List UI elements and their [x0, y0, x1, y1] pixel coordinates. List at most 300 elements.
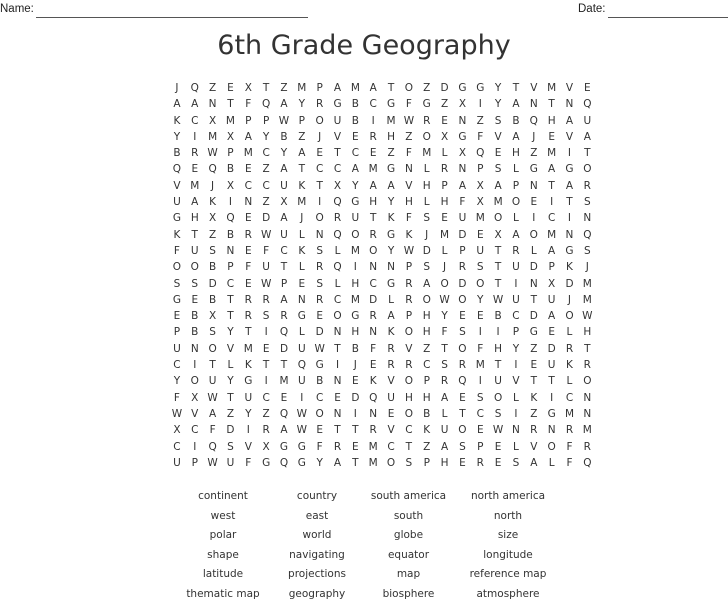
- grid-letter[interactable]: X: [226, 179, 235, 192]
- grid-letter[interactable]: S: [494, 163, 502, 176]
- grid-letter[interactable]: C: [262, 391, 270, 404]
- grid-letter[interactable]: N: [208, 98, 217, 111]
- grid-letter[interactable]: T: [227, 98, 234, 111]
- grid-letter[interactable]: Q: [279, 326, 289, 339]
- grid-letter[interactable]: C: [173, 359, 181, 372]
- grid-letter[interactable]: T: [245, 326, 252, 339]
- grid-letter[interactable]: C: [280, 244, 288, 257]
- grid-letter[interactable]: D: [315, 326, 324, 339]
- grid-letter[interactable]: N: [458, 114, 467, 127]
- grid-letter[interactable]: T: [352, 456, 359, 469]
- grid-letter[interactable]: N: [512, 424, 520, 437]
- grid-letter[interactable]: W: [492, 424, 504, 437]
- grid-letter[interactable]: U: [512, 293, 520, 306]
- grid-letter[interactable]: K: [369, 375, 377, 388]
- grid-letter[interactable]: S: [583, 244, 591, 257]
- grid-letter[interactable]: S: [476, 391, 484, 404]
- grid-letter[interactable]: T: [369, 212, 377, 225]
- grid-letter[interactable]: X: [280, 196, 288, 209]
- grid-letter[interactable]: S: [476, 261, 484, 274]
- grid-letter[interactable]: S: [316, 244, 323, 257]
- grid-letter[interactable]: M: [208, 130, 218, 143]
- grid-letter[interactable]: E: [352, 440, 359, 453]
- grid-letter[interactable]: T: [566, 196, 573, 209]
- grid-letter[interactable]: E: [173, 310, 181, 323]
- grid-letter[interactable]: R: [476, 456, 484, 469]
- grid-letter[interactable]: H: [422, 179, 431, 192]
- grid-letter[interactable]: V: [191, 407, 199, 420]
- grid-letter[interactable]: V: [494, 130, 502, 143]
- grid-letter[interactable]: H: [351, 277, 360, 290]
- grid-letter[interactable]: N: [529, 179, 538, 192]
- grid-letter[interactable]: T: [512, 82, 520, 94]
- grid-letter[interactable]: A: [298, 147, 306, 160]
- grid-letter[interactable]: A: [548, 310, 556, 323]
- grid-letter[interactable]: G: [458, 82, 467, 94]
- grid-letter[interactable]: I: [335, 359, 340, 372]
- grid-letter[interactable]: P: [191, 456, 198, 469]
- grid-letter[interactable]: K: [298, 179, 306, 192]
- grid-letter[interactable]: P: [262, 114, 270, 127]
- grid-letter[interactable]: W: [582, 310, 593, 323]
- grid-letter[interactable]: X: [458, 147, 467, 160]
- grid-letter[interactable]: P: [459, 244, 466, 257]
- grid-letter[interactable]: E: [548, 326, 555, 339]
- grid-letter[interactable]: W: [278, 114, 290, 127]
- grid-letter[interactable]: A: [280, 424, 288, 437]
- grid-letter[interactable]: U: [280, 228, 288, 241]
- grid-letter[interactable]: G: [279, 440, 289, 453]
- grid-letter[interactable]: L: [334, 244, 341, 257]
- grid-letter[interactable]: U: [190, 244, 199, 257]
- grid-letter[interactable]: R: [316, 261, 324, 274]
- grid-letter[interactable]: T: [262, 82, 270, 94]
- grid-letter[interactable]: U: [547, 293, 556, 306]
- grid-letter[interactable]: K: [405, 228, 413, 241]
- grid-letter[interactable]: O: [351, 228, 360, 241]
- grid-letter[interactable]: B: [173, 147, 181, 160]
- grid-letter[interactable]: G: [351, 310, 360, 323]
- grid-letter[interactable]: J: [211, 179, 215, 192]
- grid-letter[interactable]: A: [369, 179, 377, 192]
- grid-letter[interactable]: D: [226, 424, 235, 437]
- grid-letter[interactable]: E: [459, 456, 466, 469]
- grid-letter[interactable]: E: [316, 147, 323, 160]
- grid-letter[interactable]: H: [494, 342, 503, 355]
- grid-letter[interactable]: T: [494, 277, 502, 290]
- grid-letter[interactable]: G: [386, 98, 396, 111]
- grid-letter[interactable]: G: [172, 293, 181, 306]
- grid-letter[interactable]: E: [459, 310, 466, 323]
- grid-letter[interactable]: W: [296, 407, 308, 420]
- grid-letter[interactable]: V: [565, 130, 574, 143]
- grid-letter[interactable]: A: [280, 293, 288, 306]
- grid-letter[interactable]: E: [227, 82, 234, 94]
- grid-letter[interactable]: U: [333, 114, 342, 127]
- grid-letter[interactable]: B: [512, 114, 520, 127]
- grid-letter[interactable]: M: [297, 82, 307, 94]
- grid-letter[interactable]: C: [423, 359, 431, 372]
- grid-letter[interactable]: E: [191, 293, 199, 306]
- grid-letter[interactable]: Z: [423, 82, 431, 94]
- grid-letter[interactable]: Q: [458, 375, 467, 388]
- grid-letter[interactable]: P: [405, 261, 413, 274]
- grid-letter[interactable]: P: [298, 114, 305, 127]
- grid-letter[interactable]: O: [493, 212, 503, 225]
- grid-letter[interactable]: D: [262, 212, 271, 225]
- grid-letter[interactable]: P: [512, 326, 520, 339]
- grid-letter[interactable]: U: [440, 424, 449, 437]
- grid-letter[interactable]: R: [440, 163, 449, 176]
- grid-letter[interactable]: Z: [530, 342, 538, 355]
- grid-letter[interactable]: Q: [583, 456, 592, 469]
- grid-letter[interactable]: G: [244, 375, 253, 388]
- grid-letter[interactable]: F: [209, 424, 216, 437]
- grid-letter[interactable]: X: [333, 179, 342, 192]
- grid-letter[interactable]: Z: [209, 82, 217, 94]
- grid-letter[interactable]: E: [352, 130, 359, 143]
- grid-letter[interactable]: H: [190, 212, 199, 225]
- grid-letter[interactable]: D: [458, 228, 467, 241]
- grid-letter[interactable]: K: [387, 326, 395, 339]
- grid-letter[interactable]: O: [422, 293, 431, 306]
- grid-letter[interactable]: C: [191, 424, 199, 437]
- grid-letter[interactable]: A: [333, 82, 342, 94]
- grid-letter[interactable]: F: [316, 440, 323, 453]
- grid-letter[interactable]: R: [565, 342, 574, 355]
- grid-letter[interactable]: I: [550, 196, 554, 209]
- grid-letter[interactable]: O: [583, 375, 592, 388]
- grid-letter[interactable]: H: [404, 196, 413, 209]
- grid-letter[interactable]: S: [494, 114, 502, 127]
- grid-letter[interactable]: Y: [477, 293, 484, 306]
- grid-letter[interactable]: O: [440, 277, 449, 290]
- grid-letter[interactable]: O: [583, 163, 592, 176]
- grid-letter[interactable]: P: [245, 114, 252, 127]
- grid-letter[interactable]: B: [316, 375, 324, 388]
- grid-letter[interactable]: D: [422, 244, 431, 257]
- grid-letter[interactable]: P: [405, 310, 413, 323]
- grid-letter[interactable]: I: [514, 407, 518, 420]
- grid-letter[interactable]: G: [262, 456, 271, 469]
- grid-letter[interactable]: I: [532, 212, 536, 225]
- grid-letter[interactable]: N: [315, 228, 324, 241]
- grid-letter[interactable]: I: [567, 212, 572, 225]
- grid-letter[interactable]: W: [314, 342, 325, 355]
- grid-letter[interactable]: X: [191, 391, 199, 404]
- grid-letter[interactable]: A: [280, 163, 288, 176]
- grid-letter[interactable]: E: [262, 342, 270, 355]
- grid-letter[interactable]: M: [547, 228, 557, 241]
- grid-letter[interactable]: T: [227, 310, 234, 323]
- grid-letter[interactable]: R: [440, 375, 449, 388]
- grid-letter[interactable]: R: [262, 293, 270, 306]
- grid-letter[interactable]: T: [352, 424, 359, 437]
- grid-letter[interactable]: L: [513, 391, 519, 404]
- grid-letter[interactable]: R: [565, 424, 574, 437]
- grid-letter[interactable]: Q: [476, 147, 485, 160]
- grid-letter[interactable]: A: [209, 407, 217, 420]
- grid-letter[interactable]: E: [387, 407, 395, 420]
- grid-letter[interactable]: G: [476, 82, 485, 94]
- grid-letter[interactable]: A: [387, 310, 395, 323]
- grid-letter[interactable]: E: [530, 359, 538, 372]
- grid-letter[interactable]: N: [333, 407, 342, 420]
- grid-letter[interactable]: P: [548, 261, 555, 274]
- grid-letter[interactable]: E: [441, 114, 448, 127]
- grid-letter[interactable]: Q: [333, 228, 342, 241]
- grid-letter[interactable]: Q: [208, 163, 217, 176]
- grid-letter[interactable]: U: [387, 391, 395, 404]
- grid-letter[interactable]: U: [297, 342, 306, 355]
- grid-letter[interactable]: A: [369, 82, 377, 94]
- grid-letter[interactable]: D: [529, 261, 538, 274]
- grid-letter[interactable]: G: [529, 163, 538, 176]
- grid-letter[interactable]: C: [173, 440, 181, 453]
- grid-letter[interactable]: E: [316, 424, 323, 437]
- grid-letter[interactable]: G: [422, 98, 431, 111]
- grid-letter[interactable]: A: [387, 179, 395, 192]
- grid-letter[interactable]: G: [547, 407, 556, 420]
- grid-letter[interactable]: H: [422, 310, 431, 323]
- grid-letter[interactable]: L: [298, 261, 305, 274]
- grid-letter[interactable]: B: [226, 163, 235, 176]
- grid-letter[interactable]: I: [264, 326, 268, 339]
- grid-letter[interactable]: R: [369, 310, 377, 323]
- grid-letter[interactable]: N: [190, 342, 199, 355]
- grid-letter[interactable]: K: [566, 359, 573, 372]
- grid-letter[interactable]: S: [173, 277, 181, 290]
- grid-letter[interactable]: K: [423, 424, 431, 437]
- grid-letter[interactable]: O: [404, 82, 414, 94]
- grid-letter[interactable]: E: [494, 456, 502, 469]
- grid-letter[interactable]: G: [315, 359, 324, 372]
- grid-letter[interactable]: O: [458, 342, 467, 355]
- grid-letter[interactable]: M: [368, 440, 378, 453]
- grid-letter[interactable]: H: [387, 130, 395, 143]
- grid-letter[interactable]: O: [315, 114, 324, 127]
- grid-letter[interactable]: M: [225, 114, 235, 127]
- grid-letter[interactable]: S: [441, 359, 448, 372]
- grid-letter[interactable]: G: [529, 326, 538, 339]
- grid-letter[interactable]: Y: [441, 310, 448, 323]
- grid-letter[interactable]: T: [584, 342, 591, 355]
- grid-letter[interactable]: Z: [262, 196, 270, 209]
- grid-letter[interactable]: A: [173, 98, 181, 111]
- grid-letter[interactable]: I: [478, 98, 482, 111]
- grid-letter[interactable]: A: [333, 456, 342, 469]
- grid-letter[interactable]: R: [369, 424, 377, 437]
- grid-letter[interactable]: A: [512, 98, 520, 111]
- grid-letter[interactable]: I: [478, 375, 482, 388]
- grid-letter[interactable]: T: [262, 359, 270, 372]
- grid-letter[interactable]: A: [440, 440, 449, 453]
- grid-letter[interactable]: J: [567, 293, 572, 306]
- grid-letter[interactable]: Z: [405, 130, 413, 143]
- grid-letter[interactable]: P: [227, 261, 234, 274]
- grid-letter[interactable]: M: [547, 82, 557, 94]
- grid-letter[interactable]: N: [387, 261, 395, 274]
- grid-letter[interactable]: L: [513, 440, 519, 453]
- grid-letter[interactable]: M: [297, 196, 307, 209]
- grid-letter[interactable]: X: [209, 212, 217, 225]
- grid-letter[interactable]: T: [209, 359, 216, 372]
- grid-letter[interactable]: O: [172, 261, 182, 274]
- grid-letter[interactable]: N: [297, 293, 306, 306]
- grid-letter[interactable]: Z: [423, 342, 431, 355]
- grid-letter[interactable]: L: [513, 212, 519, 225]
- grid-letter[interactable]: V: [405, 342, 413, 355]
- grid-letter[interactable]: E: [244, 212, 252, 225]
- grid-letter[interactable]: E: [244, 244, 252, 257]
- grid-letter[interactable]: Y: [494, 82, 502, 94]
- grid-letter[interactable]: N: [458, 163, 467, 176]
- grid-letter[interactable]: B: [280, 130, 288, 143]
- grid-letter[interactable]: B: [191, 326, 199, 339]
- grid-letter[interactable]: Z: [387, 147, 395, 160]
- grid-letter[interactable]: E: [494, 440, 502, 453]
- grid-letter[interactable]: B: [226, 228, 235, 241]
- grid-letter[interactable]: Z: [423, 440, 431, 453]
- grid-letter[interactable]: P: [316, 82, 323, 94]
- grid-letter[interactable]: G: [297, 456, 306, 469]
- grid-letter[interactable]: L: [530, 244, 537, 257]
- grid-letter[interactable]: C: [262, 147, 270, 160]
- grid-letter[interactable]: M: [368, 456, 378, 469]
- name-blank-line[interactable]: [36, 4, 308, 18]
- grid-letter[interactable]: I: [264, 375, 268, 388]
- grid-letter[interactable]: E: [548, 130, 555, 143]
- grid-letter[interactable]: S: [494, 407, 502, 420]
- grid-letter[interactable]: E: [459, 391, 466, 404]
- grid-letter[interactable]: A: [494, 179, 502, 192]
- grid-letter[interactable]: Y: [173, 130, 181, 143]
- grid-letter[interactable]: L: [423, 163, 430, 176]
- grid-letter[interactable]: Q: [297, 359, 306, 372]
- grid-letter[interactable]: Y: [387, 244, 395, 257]
- grid-letter[interactable]: F: [405, 98, 412, 111]
- grid-letter[interactable]: J: [300, 212, 304, 225]
- grid-letter[interactable]: Z: [440, 98, 449, 111]
- grid-letter[interactable]: O: [458, 424, 467, 437]
- grid-letter[interactable]: F: [477, 342, 484, 355]
- grid-letter[interactable]: O: [208, 342, 217, 355]
- grid-letter[interactable]: B: [209, 261, 217, 274]
- grid-letter[interactable]: Q: [583, 228, 592, 241]
- grid-letter[interactable]: S: [423, 212, 431, 225]
- grid-letter[interactable]: M: [243, 147, 253, 160]
- grid-letter[interactable]: X: [262, 440, 270, 453]
- grid-letter[interactable]: P: [512, 179, 520, 192]
- grid-letter[interactable]: F: [566, 456, 573, 469]
- grid-letter[interactable]: C: [387, 440, 395, 453]
- grid-letter[interactable]: I: [496, 326, 500, 339]
- grid-letter[interactable]: T: [191, 228, 198, 241]
- grid-letter[interactable]: L: [548, 456, 555, 469]
- grid-letter[interactable]: A: [423, 277, 431, 290]
- grid-letter[interactable]: G: [351, 196, 360, 209]
- grid-letter[interactable]: N: [565, 228, 574, 241]
- grid-letter[interactable]: V: [512, 375, 520, 388]
- grid-letter[interactable]: N: [547, 424, 556, 437]
- grid-letter[interactable]: M: [493, 196, 503, 209]
- grid-letter[interactable]: L: [298, 326, 305, 339]
- grid-letter[interactable]: G: [297, 440, 306, 453]
- grid-letter[interactable]: L: [513, 163, 519, 176]
- grid-letter[interactable]: N: [583, 391, 592, 404]
- grid-letter[interactable]: O: [190, 261, 199, 274]
- grid-letter[interactable]: M: [350, 244, 360, 257]
- grid-letter[interactable]: E: [476, 228, 484, 241]
- grid-letter[interactable]: N: [333, 375, 342, 388]
- grid-letter[interactable]: O: [386, 456, 396, 469]
- date-blank-line[interactable]: [608, 4, 728, 18]
- grid-letter[interactable]: W: [207, 391, 218, 404]
- grid-letter[interactable]: Q: [279, 407, 289, 420]
- grid-letter[interactable]: Y: [494, 98, 502, 111]
- grid-letter[interactable]: Y: [245, 407, 252, 420]
- grid-letter[interactable]: N: [369, 261, 378, 274]
- grid-letter[interactable]: D: [565, 277, 574, 290]
- grid-letter[interactable]: S: [405, 456, 413, 469]
- grid-letter[interactable]: C: [244, 179, 252, 192]
- grid-letter[interactable]: T: [405, 440, 413, 453]
- grid-letter[interactable]: R: [405, 293, 413, 306]
- grid-letter[interactable]: M: [386, 114, 396, 127]
- grid-letter[interactable]: Q: [172, 163, 182, 176]
- grid-letter[interactable]: V: [565, 82, 574, 94]
- grid-letter[interactable]: M: [582, 293, 592, 306]
- grid-letter[interactable]: T: [494, 244, 502, 257]
- grid-letter[interactable]: I: [567, 147, 572, 160]
- grid-letter[interactable]: X: [209, 310, 217, 323]
- grid-letter[interactable]: F: [173, 244, 180, 257]
- grid-letter[interactable]: U: [173, 196, 181, 209]
- grid-letter[interactable]: Y: [387, 196, 395, 209]
- grid-letter[interactable]: Y: [512, 342, 520, 355]
- grid-letter[interactable]: T: [548, 375, 555, 388]
- grid-letter[interactable]: M: [422, 147, 432, 160]
- grid-letter[interactable]: V: [387, 375, 395, 388]
- grid-letter[interactable]: F: [405, 212, 412, 225]
- grid-letter[interactable]: F: [477, 130, 484, 143]
- grid-letter[interactable]: A: [583, 130, 591, 143]
- grid-letter[interactable]: M: [190, 179, 200, 192]
- grid-letter[interactable]: O: [404, 326, 414, 339]
- grid-letter[interactable]: C: [547, 212, 556, 225]
- grid-letter[interactable]: E: [191, 163, 199, 176]
- grid-letter[interactable]: X: [226, 130, 235, 143]
- grid-letter[interactable]: W: [296, 424, 308, 437]
- grid-letter[interactable]: S: [512, 456, 520, 469]
- grid-letter[interactable]: T: [227, 293, 234, 306]
- grid-letter[interactable]: G: [386, 163, 396, 176]
- grid-letter[interactable]: D: [440, 82, 449, 94]
- grid-letter[interactable]: K: [298, 244, 306, 257]
- grid-letter[interactable]: A: [565, 114, 574, 127]
- grid-letter[interactable]: V: [530, 440, 538, 453]
- grid-letter[interactable]: S: [209, 244, 216, 257]
- grid-letter[interactable]: L: [566, 326, 573, 339]
- grid-letter[interactable]: E: [244, 277, 252, 290]
- grid-letter[interactable]: A: [530, 456, 538, 469]
- grid-letter[interactable]: C: [191, 114, 199, 127]
- grid-letter[interactable]: C: [351, 147, 360, 160]
- grid-letter[interactable]: R: [583, 440, 591, 453]
- grid-letter[interactable]: O: [404, 375, 414, 388]
- grid-letter[interactable]: I: [300, 391, 304, 404]
- grid-letter[interactable]: H: [547, 114, 556, 127]
